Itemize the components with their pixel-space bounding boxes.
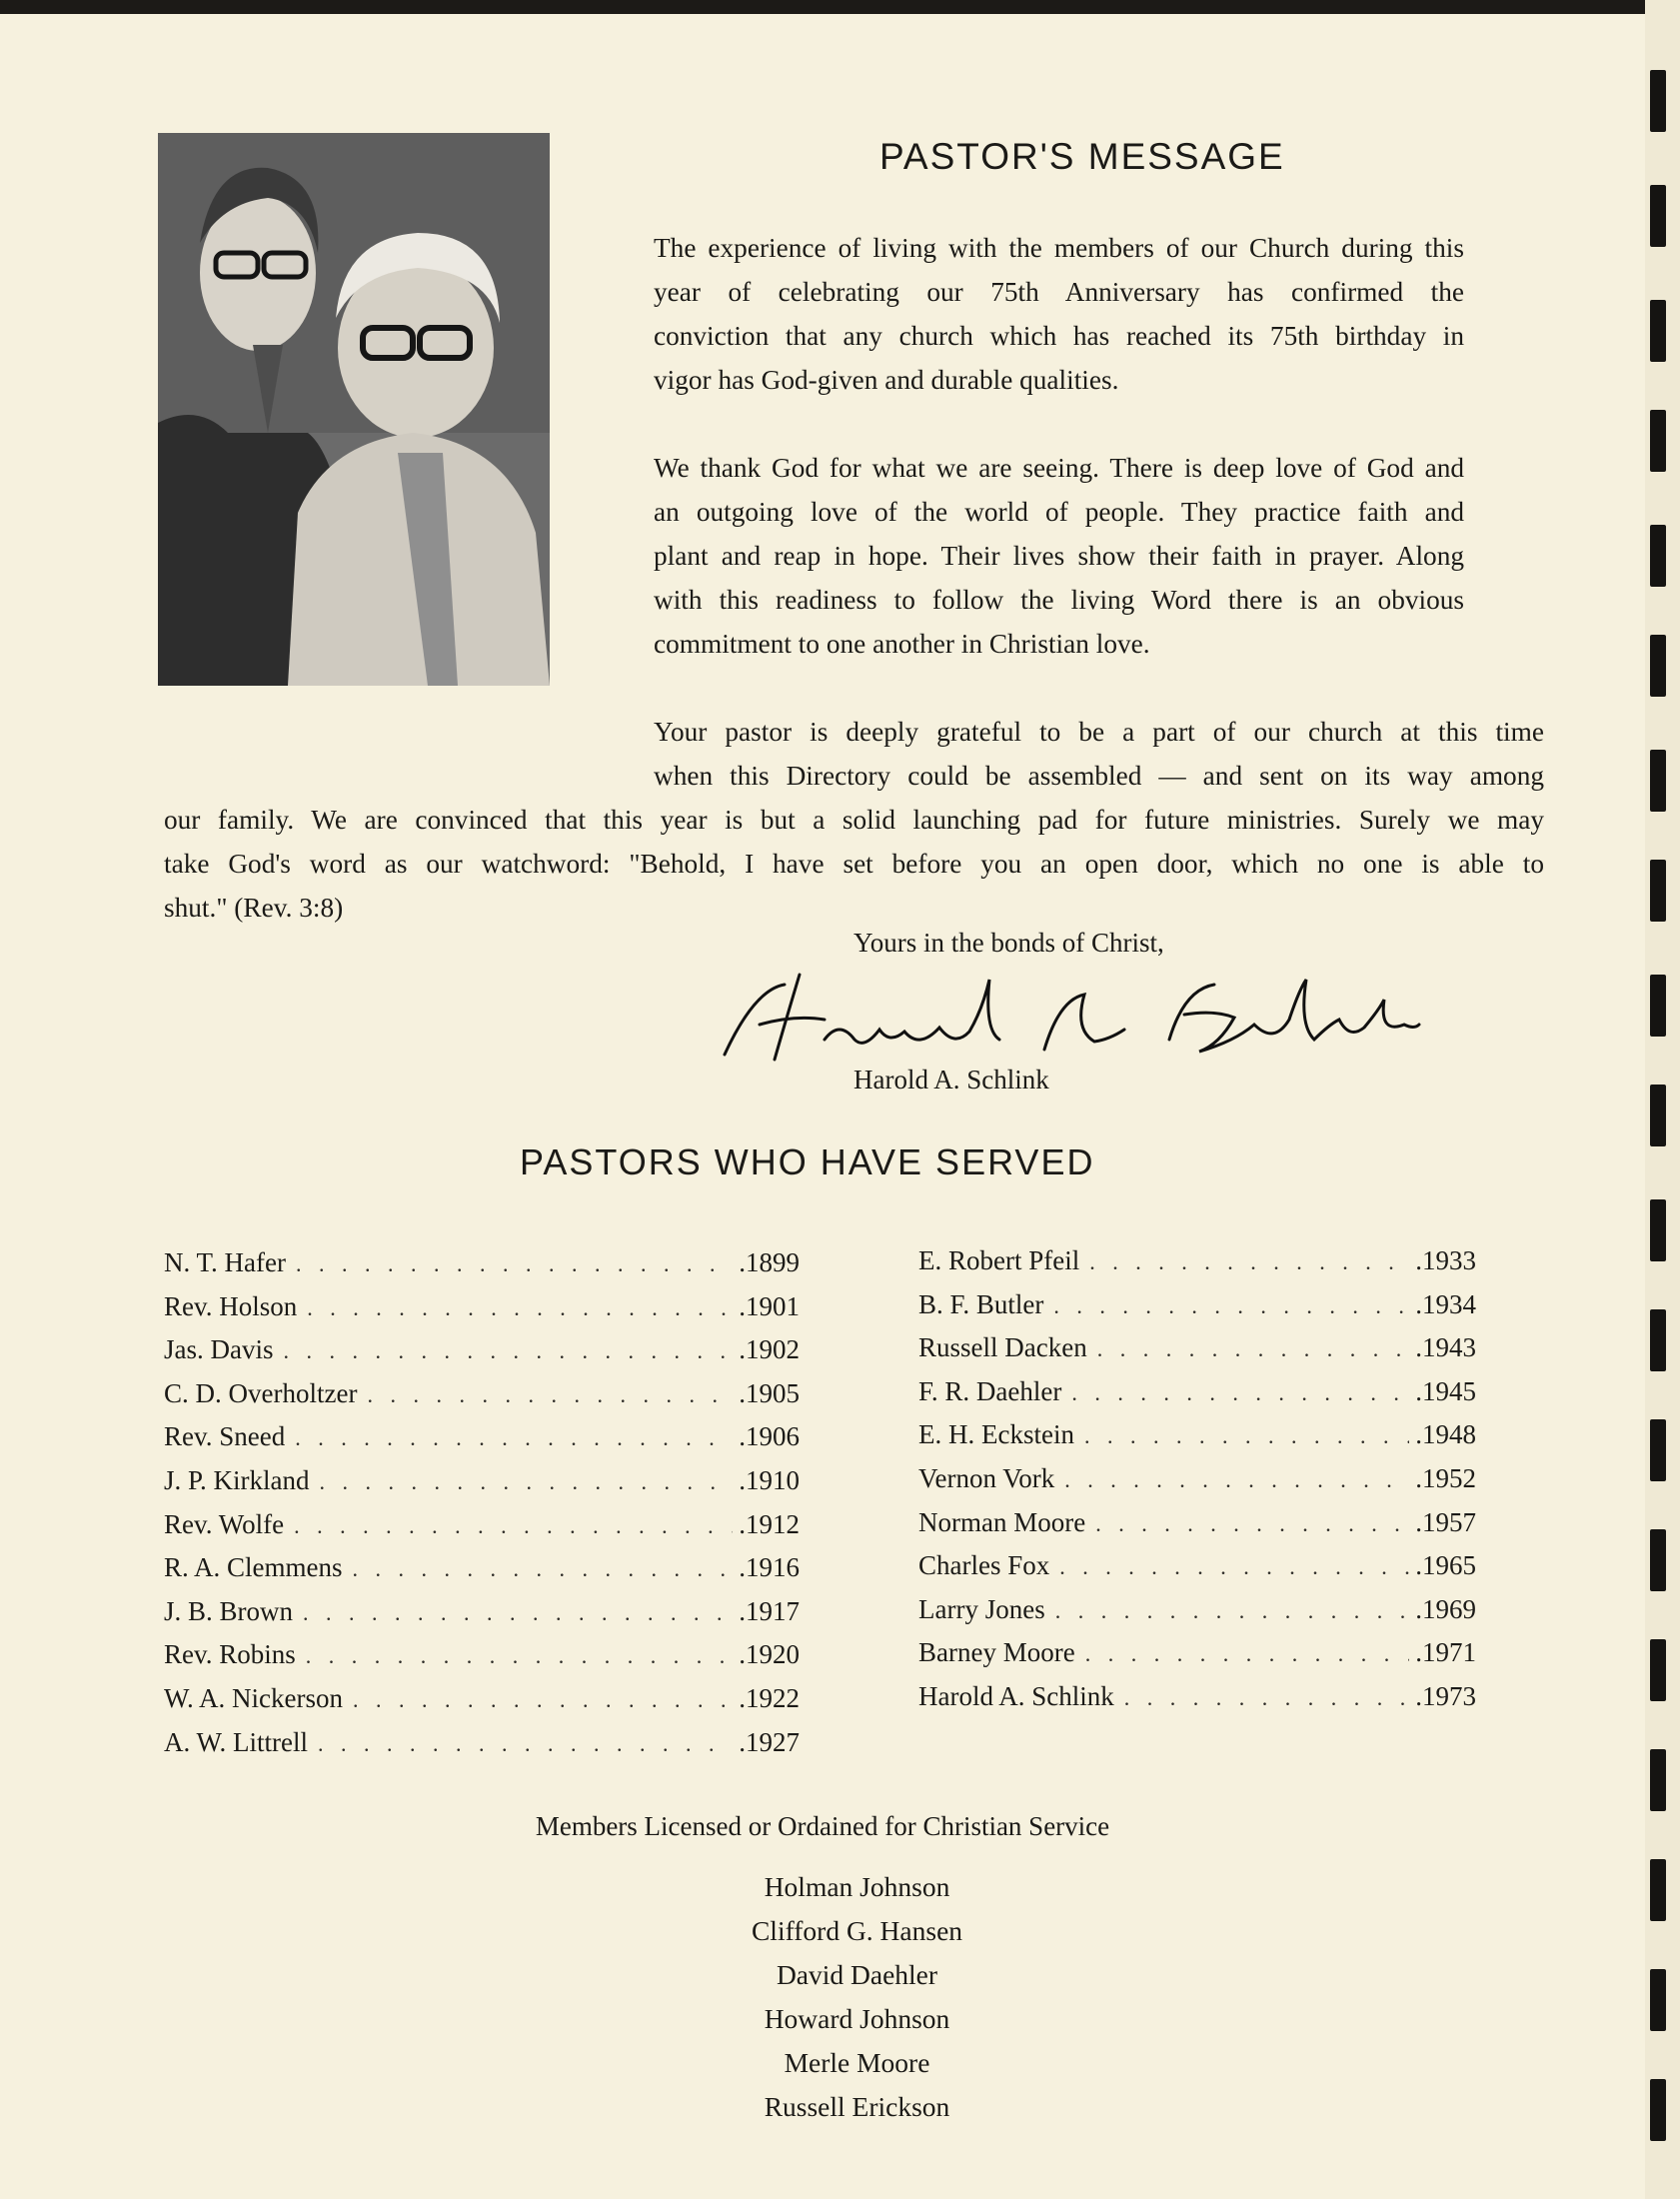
text-line: The experience of living with the members of our Church during this — [654, 233, 1464, 263]
dot-leader — [353, 1547, 734, 1591]
pastor-name: Russell Dacken — [918, 1332, 1087, 1363]
text-line: our family. We are convinced that this year is but a solid launching pad for future ministries. Surely we may — [164, 805, 1544, 835]
pastor-year: .1969 — [1415, 1593, 1476, 1624]
text-line: an outgoing love of the world of people. They practice faith and — [654, 497, 1464, 527]
member-name: Holman Johnson — [764, 1871, 950, 1902]
binding-hole — [1650, 750, 1666, 812]
pastor-name: Rev. Sneed — [164, 1421, 286, 1452]
text-line: commitment to one another in Christian love. — [654, 629, 1150, 659]
text-line: take God's word as our watchword: "Behold, I have set before you an open door, which no one is able to — [164, 849, 1544, 879]
pastor-year: .1927 — [739, 1726, 800, 1757]
binding-hole — [1650, 1199, 1666, 1261]
pastor-name: Rev. Robins — [164, 1639, 296, 1670]
pastor-name: Larry Jones — [918, 1593, 1045, 1624]
text-line: plant and reap in hope. Their lives show their faith in prayer. Along — [654, 541, 1464, 571]
pastor-name: Harold A. Schlink — [918, 1680, 1114, 1711]
pastor-year: .1945 — [1415, 1375, 1476, 1406]
pastor-year: .1965 — [1415, 1550, 1476, 1581]
pastor-year: .1905 — [739, 1377, 800, 1408]
dot-leader — [1053, 1284, 1409, 1328]
dot-leader — [320, 1460, 734, 1504]
dot-leader — [1071, 1371, 1409, 1415]
pastor-name: F. R. Daehler — [918, 1375, 1062, 1406]
binding-hole — [1650, 860, 1666, 922]
pastor-year: .1916 — [739, 1552, 800, 1583]
member-name: David Daehler — [776, 1959, 938, 1990]
handwritten-signature — [715, 970, 1424, 1070]
pastors-list-left — [164, 1241, 800, 1764]
pastor-name: E. Robert Pfeil — [918, 1245, 1080, 1275]
pastor-entry — [164, 1241, 800, 1285]
binding-hole — [1650, 975, 1666, 1037]
binding-hole — [1650, 1859, 1666, 1921]
signature-printed-name: Harold A. Schlink — [853, 1065, 1049, 1095]
binding-hole — [1650, 525, 1666, 587]
dot-leader — [307, 1286, 733, 1330]
pastor-entry — [164, 1590, 800, 1634]
pastor-entry — [164, 1503, 800, 1547]
text-line: conviction that any church which has reached its 75th birthday in — [654, 321, 1464, 351]
dot-leader — [1085, 1632, 1410, 1676]
pastor-year: .1948 — [1415, 1419, 1476, 1450]
binding-hole — [1650, 1529, 1666, 1591]
pastor-couple-photo — [158, 133, 550, 686]
text-line: with this readiness to follow the living Word there is an obvious — [654, 585, 1464, 615]
pastor-name: A. W. Littrell — [164, 1726, 308, 1757]
pastor-name: Jas. Davis — [164, 1334, 274, 1365]
pastor-year: .1917 — [739, 1595, 800, 1626]
pastor-entry — [918, 1283, 1476, 1327]
text-line: year of celebrating our 75th Anniversary has confirmed the — [654, 277, 1464, 307]
dot-leader — [296, 1242, 733, 1286]
pastor-entry — [164, 1328, 800, 1372]
binding-hole — [1650, 1419, 1666, 1481]
pastor-entry — [164, 1459, 800, 1503]
pastor-year: .1971 — [1415, 1637, 1476, 1668]
closing-salutation: Yours in the bonds of Christ, — [853, 928, 1164, 958]
binding-hole — [1650, 185, 1666, 247]
pastor-year: .1952 — [1415, 1462, 1476, 1493]
pastor-year: .1901 — [739, 1290, 800, 1321]
dot-leader — [1095, 1502, 1409, 1546]
pastors-list-right — [918, 1239, 1476, 1719]
dot-leader — [284, 1329, 734, 1373]
message-paragraph-3-start — [654, 710, 1544, 798]
dot-leader — [318, 1722, 733, 1766]
pastor-year: .1973 — [1415, 1680, 1476, 1711]
dot-leader — [294, 1504, 733, 1548]
pastor-name: R. A. Clemmens — [164, 1552, 343, 1583]
pastor-year: .1906 — [739, 1421, 800, 1452]
pastor-year: .1957 — [1415, 1506, 1476, 1537]
dot-leader — [306, 1634, 733, 1678]
dot-leader — [1055, 1589, 1410, 1633]
dot-leader — [303, 1591, 733, 1635]
dot-leader — [295, 1416, 733, 1460]
pastor-entry — [918, 1413, 1476, 1457]
pastor-name: E. H. Eckstein — [918, 1419, 1074, 1450]
member-name: Merle Moore — [784, 2047, 930, 2078]
pastor-year: .1920 — [739, 1639, 800, 1670]
pastor-year: .1933 — [1415, 1245, 1476, 1275]
text-line: vigor has God-given and durable qualities. — [654, 365, 1119, 395]
pastor-name: B. F. Butler — [918, 1288, 1044, 1319]
binding-hole — [1650, 300, 1666, 362]
dot-leader — [367, 1373, 733, 1417]
binding-hole — [1650, 635, 1666, 697]
pastor-name: Charles Fox — [918, 1550, 1050, 1581]
dot-leader — [1124, 1676, 1410, 1720]
pastor-entry — [918, 1239, 1476, 1283]
binding-hole — [1650, 1085, 1666, 1146]
member-name: Clifford G. Hansen — [751, 1915, 963, 1946]
dot-leader — [1084, 1414, 1409, 1458]
pastor-name: J. B. Brown — [164, 1595, 294, 1626]
dot-leader — [1097, 1327, 1410, 1371]
member-name: Russell Erickson — [764, 2091, 950, 2122]
pastor-year: .1912 — [739, 1508, 800, 1539]
message-paragraph-2 — [654, 446, 1464, 666]
pastor-entry — [164, 1633, 800, 1677]
members-list — [0, 1865, 1680, 2129]
pastor-entry — [918, 1370, 1476, 1414]
binding-hole — [1650, 70, 1666, 132]
pastor-name: C. D. Overholtzer — [164, 1377, 358, 1408]
message-paragraph-1 — [654, 226, 1464, 402]
pastor-name: Barney Moore — [918, 1637, 1075, 1668]
pastor-entry — [918, 1326, 1476, 1370]
binding-hole — [1650, 1969, 1666, 2031]
pastor-year: .1902 — [739, 1334, 800, 1365]
binding-hole — [1650, 1749, 1666, 1811]
dot-leader — [1064, 1458, 1409, 1502]
binding-hole — [1650, 1639, 1666, 1701]
page-top-edge — [0, 0, 1680, 14]
pastor-name: Rev. Wolfe — [164, 1508, 285, 1539]
binding-hole — [1650, 1309, 1666, 1371]
binding-hole — [1650, 410, 1666, 472]
pastor-name: N. T. Hafer — [164, 1247, 286, 1277]
dot-leader — [353, 1678, 733, 1722]
members-heading: Members Licensed or Ordained for Christian Service — [535, 1811, 1110, 1841]
pastor-year: .1934 — [1415, 1288, 1476, 1319]
pastor-entry — [164, 1677, 800, 1721]
pastor-entry — [918, 1501, 1476, 1545]
pastor-name: Norman Moore — [918, 1506, 1086, 1537]
pastor-entry — [918, 1588, 1476, 1632]
dot-leader — [1059, 1545, 1409, 1589]
pastor-name: Rev. Holson — [164, 1290, 298, 1321]
binding-hole — [1650, 2079, 1666, 2141]
pastor-entry — [164, 1546, 800, 1590]
text-line: We thank God for what we are seeing. There is deep love of God and — [654, 453, 1464, 483]
dot-leader — [1089, 1240, 1409, 1284]
message-paragraph-3-end — [164, 798, 1544, 930]
pastor-entry — [164, 1285, 800, 1329]
pastor-entry — [918, 1675, 1476, 1719]
pastor-name: W. A. Nickerson — [164, 1682, 343, 1713]
text-line: shut." (Rev. 3:8) — [164, 893, 344, 923]
pastor-year: .1910 — [739, 1464, 800, 1495]
pastor-entry — [918, 1457, 1476, 1501]
pastor-entry — [918, 1544, 1476, 1588]
pastor-entry — [164, 1721, 800, 1765]
pastors-served-title: PASTORS WHO HAVE SERVED — [520, 1141, 1095, 1182]
text-line: Your pastor is deeply grateful to be a part of our church at this time — [654, 717, 1544, 747]
pastor-year: .1943 — [1415, 1332, 1476, 1363]
pastor-name: Vernon Vork — [918, 1462, 1055, 1493]
pastor-entry — [164, 1372, 800, 1416]
pastors-message-title: PASTOR'S MESSAGE — [879, 136, 1285, 177]
pastor-entry — [918, 1631, 1476, 1675]
member-name: Howard Johnson — [764, 2003, 950, 2034]
pastor-year: .1922 — [739, 1682, 800, 1713]
pastor-name: J. P. Kirkland — [164, 1464, 310, 1495]
text-line: when this Directory could be assembled — and sent on its way among — [654, 761, 1544, 791]
pastor-year: .1899 — [739, 1247, 800, 1277]
pastor-entry — [164, 1415, 800, 1459]
